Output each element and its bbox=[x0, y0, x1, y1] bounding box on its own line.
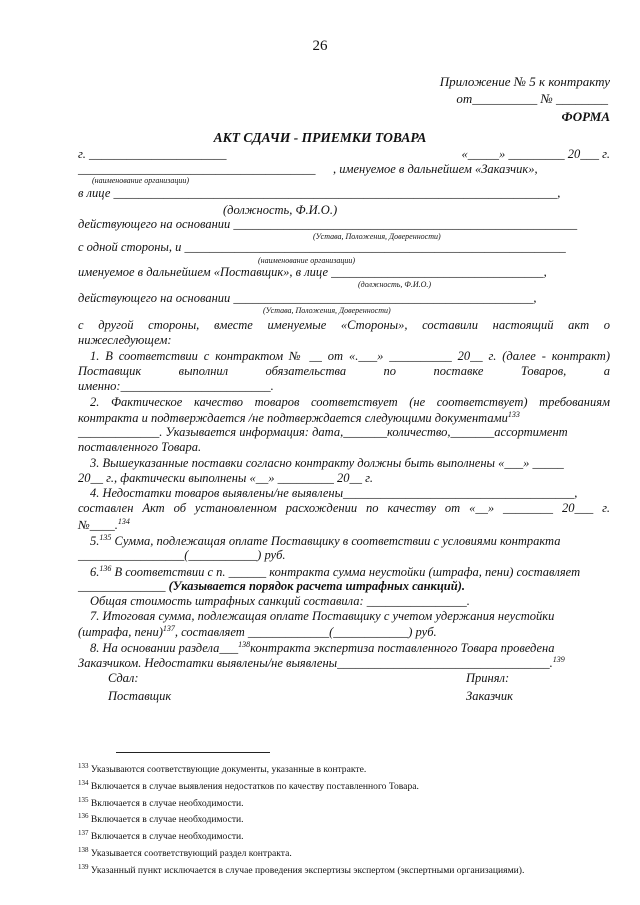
one-side-line: с одной стороны, и _____________________________________________________________ bbox=[78, 240, 566, 254]
clause-5-line-2: _________________(___________) руб. bbox=[78, 548, 286, 562]
document-title: АКТ СДАЧИ - ПРИЕМКИ ТОВАРА bbox=[213, 130, 427, 145]
footnote-item: $^{133}$ Указываются соответствующие документы, указанные в контракте. bbox=[78, 762, 367, 776]
customer-name-blank: ______________________________________ bbox=[78, 162, 316, 176]
charter-hint: (Устава, Положения, Доверенности) bbox=[313, 232, 441, 241]
contract-from-line: от__________ № ________ bbox=[456, 91, 608, 106]
clause-7-line-2: (штрафа, пени)$^{137}$, составляет _____________(____________) руб. bbox=[78, 624, 437, 640]
footnote-separator bbox=[116, 752, 270, 753]
position-fio-hint: (должность, Ф.И.О.) bbox=[223, 203, 338, 217]
clause-2-line-3: _____________. Указывается информация: дата,_______количество,_______ассортимент bbox=[78, 425, 568, 439]
footnote-ref-135: 135 bbox=[99, 533, 112, 542]
clause-1-line-3: именно:________________________. bbox=[78, 379, 274, 393]
clause-5-line-1: 5.$^{135}$ Сумма, подлежащая оплате Поставщику в соответствии с условиями контракта bbox=[90, 533, 561, 549]
customer-role-text: , именуемое в дальнейшем «Заказчик», bbox=[333, 162, 538, 176]
footnote-ref-136: 136 bbox=[99, 564, 112, 573]
clause-6-line-3: Общая стоимость штрафных санкций составила: ________________. bbox=[90, 594, 470, 608]
clause-3-line-2: 20__ г., фактически выполнены «__» _________ 20__ г. bbox=[78, 471, 373, 485]
org-name-hint: (наименование организации) bbox=[92, 176, 190, 185]
supplier-person-line: именуемое в дальнейшем «Поставщик», в лице __________________________________, bbox=[78, 265, 547, 279]
supplier-signature-label: Поставщик bbox=[108, 689, 172, 703]
clause-8-line-1: 8. На основании раздела___$^{138}$контракта экспертиза поставленного Товара проведена bbox=[90, 640, 555, 656]
page-number: 26 bbox=[312, 38, 328, 54]
clause-6-line-2: ______________ (Указывается порядок расчета штрафных санкций). bbox=[78, 579, 465, 593]
clause-2-line-2: контракта и подтверждается /не подтверждается следующими документами$^{133}$ bbox=[78, 410, 520, 426]
clause-2-line-4: поставленного Товара. bbox=[78, 440, 202, 454]
clause-1-line-1: 1. В соответствии с контрактом № __ от «.___» __________ 20__ г. (далее - контракт) bbox=[90, 349, 610, 363]
customer-signature-label: Заказчик bbox=[466, 689, 513, 703]
form-label: ФОРМА bbox=[561, 109, 610, 124]
charter-hint-2: (Устава, Положения, Доверенности) bbox=[263, 306, 391, 315]
footnote-ref-138: 138 bbox=[238, 640, 251, 649]
clause-8-line-2: Заказчиком. Недостатки выявлены/не выявлены__________________________________.$^{139}$ bbox=[78, 655, 565, 671]
clause-7-line-1: 7. Итоговая сумма, подлежащая оплате Поставщику с учетом удержания неустойки bbox=[90, 609, 555, 623]
other-side-text-2: нижеследующем: bbox=[78, 333, 172, 347]
footnote-ref-137: 137 bbox=[162, 624, 175, 633]
acting-basis-line: действующего на основании _______________________________________________________ bbox=[78, 217, 578, 231]
footnote-ref-134: 134 bbox=[117, 517, 130, 526]
footnote-item: $^{137}$ Включается в случае необходимости. bbox=[78, 829, 244, 843]
clause-2-line-1: 2. Фактическое качество товаров соответствует (не соответствует) требованиям bbox=[90, 395, 610, 409]
footnote-ref-133: 133 bbox=[507, 410, 520, 419]
clause-3-line-1: 3. Вышеуказанные поставки согласно контракту должны быть выполнены «___» _____ bbox=[90, 456, 564, 470]
footnote-item: $^{139}$ Указанный пункт исключается в случае проведения экспертизы экспертом (экспертными организациями). bbox=[78, 862, 525, 876]
footnote-ref-139: 139 bbox=[552, 655, 565, 664]
clause-4-line-2: составлен Акт об установленном расхождении по качеству от «__» ________ 20___ г. bbox=[78, 501, 610, 515]
footnote-item: $^{138}$ Указывается соответствующий раздел контракта. bbox=[78, 845, 292, 860]
received-label: Принял: bbox=[466, 671, 510, 685]
city-line: г. ______________________ bbox=[78, 147, 227, 161]
org-name-hint-2: (наименование организации) bbox=[258, 256, 356, 265]
position-fio-hint-2: (должность, Ф.И.О.) bbox=[358, 280, 432, 289]
footnote-item: $^{135}$ Включается в случае необходимости. bbox=[78, 795, 244, 809]
footnote-item: $^{134}$ Включается в случае выявления недостатков по качеству поставленного Товара. bbox=[78, 778, 419, 792]
acting-basis-line-2: действующего на основании ________________________________________________, bbox=[78, 291, 537, 305]
clause-4-line-3: №____.$^{134}$ bbox=[78, 517, 130, 533]
clause-4-line-1: 4. Недостатки товаров выявлены/не выявлены_____________________________________, bbox=[90, 486, 578, 500]
appendix-label: Приложение № 5 к контракту bbox=[439, 74, 610, 89]
footnote-item: $^{136}$ Включается в случае необходимости. bbox=[78, 812, 244, 826]
other-side-text: с другой стороны, вместе именуемые «Стороны», составили настоящий акт о bbox=[78, 318, 610, 332]
clause-6-line-1: 6.$^{136}$ В соответствии с п. ______ контракта сумма неустойки (штрафа, пени) составляет bbox=[90, 564, 581, 580]
clause-1-line-2: Поставщик выполнил обязательства по поставке Товаров, а bbox=[78, 364, 610, 378]
handed-label: Сдал: bbox=[108, 671, 139, 685]
date-line: «_____» _________ 20___ г. bbox=[461, 147, 610, 161]
in-person-line: в лице _______________________________________________________________________, bbox=[78, 186, 561, 200]
footnotes bbox=[78, 760, 618, 877]
